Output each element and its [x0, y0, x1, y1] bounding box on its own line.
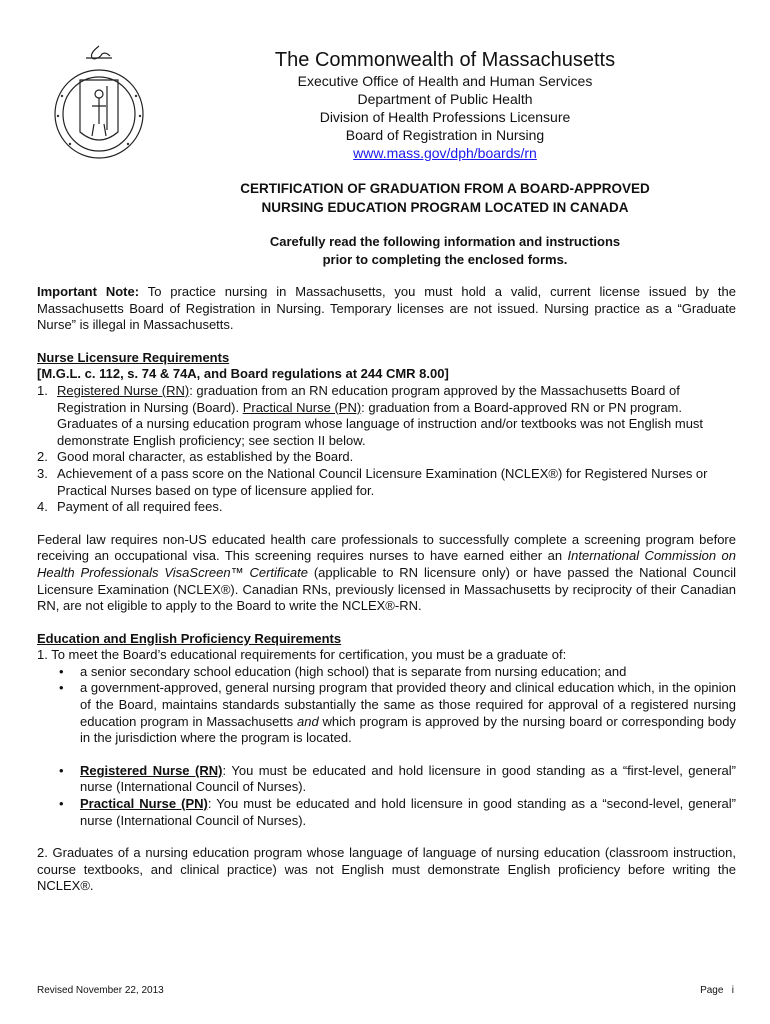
list-number: 3. [37, 465, 48, 481]
education-heading: Education and English Proficiency Requirements [37, 630, 342, 646]
list-item [37, 466, 736, 499]
board-website-link[interactable]: www.mass.gov/dph/boards/rn [353, 145, 537, 161]
licensure-heading: Nurse Licensure Requirements [37, 349, 230, 365]
document-title-line: CERTIFICATION OF GRADUATION FROM A BOARD-APPROVED [240, 181, 650, 196]
rn-label: Registered Nurse (RN) [57, 382, 190, 398]
list-item [37, 499, 736, 516]
important-note-text: To practice nursing in Massachusetts, you must hold a valid, current license issued by the Massachusetts Board of Registration in Nursing. Temporary licenses are not issued. Nursing practice as a “Graduate Nurse” is illegal in Massachusetts. [37, 284, 736, 333]
education-item-2: 2. Graduates of a nursing education program whose language of language of nursing education (classroom instruction, course textbooks, and clinical practice) was not English must demonstrate English proficiency before writing the NCLEX®. [37, 845, 736, 894]
bullet-emphasis: and [296, 713, 319, 729]
letterhead-line: Executive Office of Health and Human Services [297, 73, 593, 89]
letterhead-line: Department of Public Health [357, 91, 533, 107]
education-bullets [37, 664, 736, 747]
important-note [37, 284, 736, 334]
letterhead-line: Division of Health Professions Licensure [319, 109, 571, 125]
list-item [37, 796, 736, 829]
bullet-text: a senior secondary school education (high school) that is separate from nursing education; and [80, 663, 627, 679]
nurse-level-bullets [37, 763, 736, 829]
letterhead [150, 48, 740, 163]
list-item [37, 449, 736, 466]
list-number: 1. [37, 382, 48, 398]
federal-text: Federal law requires non-US educated health care professionals to successfully complete a screening program before receiving an occupational visa. This screening requires nurses to have earned either an [37, 531, 736, 564]
list-text: Payment of all required fees. [57, 499, 223, 515]
letterhead-line: Board of Registration in Nursing [345, 127, 545, 143]
pn-label: Practical Nurse (PN) [80, 796, 208, 812]
instructions-line: Carefully read the following information and instructions [269, 234, 621, 249]
bullet-text: a government-approved, general nursing program that provided theory and clinical education which, in the opinion of the Board, maintains standards substantially the same as those required for approval of a registered nursing education program in Massachusetts [80, 680, 736, 729]
list-text: Achievement of a pass score on the National Council Licensure Examination (NCLEX®) for Registered Nurses or Practical Nurses based on type of licensure applied for. [57, 465, 708, 498]
commonwealth-title: The Commonwealth of Massachusetts [274, 49, 616, 71]
list-item [37, 383, 736, 449]
page-number: Page i [700, 985, 734, 996]
list-item [37, 680, 736, 746]
rn-label: Registered Nurse (RN) [80, 762, 223, 778]
document-title [150, 179, 740, 217]
rn-text: : graduation from an RN education program approved by the Massachusetts Board of Registration in Nursing (Board). [57, 382, 680, 415]
instructions-line: prior to completing the enclosed forms. [322, 252, 568, 267]
bullet-text: which program is approved by the nursing board or corresponding body in the jurisdiction where the program is located. [80, 713, 737, 746]
pn-label: Practical Nurse (PN) [242, 399, 362, 415]
licensure-list [37, 383, 736, 516]
pn-text: : You must be educated and hold licensure in good standing as a “second-level, general” nurse (International Council of Nurses). [80, 796, 736, 828]
federal-law-paragraph [37, 532, 736, 615]
federal-text: (applicable to RN licensure only) or have passed the National Council Licensure Examination (NCLEX®). Canadian RNs, previously licensed in Massachusetts by reciprocity of their Canadian RN, are not eligible to apply to the Board to write the NCLEX®-RN. [37, 564, 736, 614]
list-item [37, 763, 736, 796]
list-item [37, 664, 736, 681]
rn-text: : You must be educated and hold licensure in good standing as a “first-level, general” nurse (International Council of Nurses). [80, 762, 736, 795]
list-number: 4. [37, 499, 48, 515]
revised-date: Revised November 22, 2013 [37, 985, 164, 996]
document-body [37, 284, 736, 895]
list-text: Good moral character, as established by the Board. [57, 449, 354, 465]
visascreen-certificate: International Commission on Health Professionals VisaScreen™ Certificate [37, 548, 736, 580]
massachusetts-seal-icon [50, 44, 148, 162]
instructions-notice [150, 233, 740, 269]
education-item-1: 1. To meet the Board’s educational requirements for certification, you must be a graduate of: [37, 647, 567, 663]
document-title-line: NURSING EDUCATION PROGRAM LOCATED IN CANADA [261, 200, 629, 215]
important-note-label: Important Note: [37, 284, 140, 299]
list-number: 2. [37, 449, 48, 465]
licensure-subheading: [M.G.L. c. 112, s. 74 & 74A, and Board regulations at 244 CMR 8.00] [37, 366, 449, 382]
pn-text: : graduation from a Board-approved RN or PN program. Graduates of a nursing education program whose language of instruction and/or textbooks was not English must demonstrate English proficiency; see section II below. [57, 399, 704, 448]
